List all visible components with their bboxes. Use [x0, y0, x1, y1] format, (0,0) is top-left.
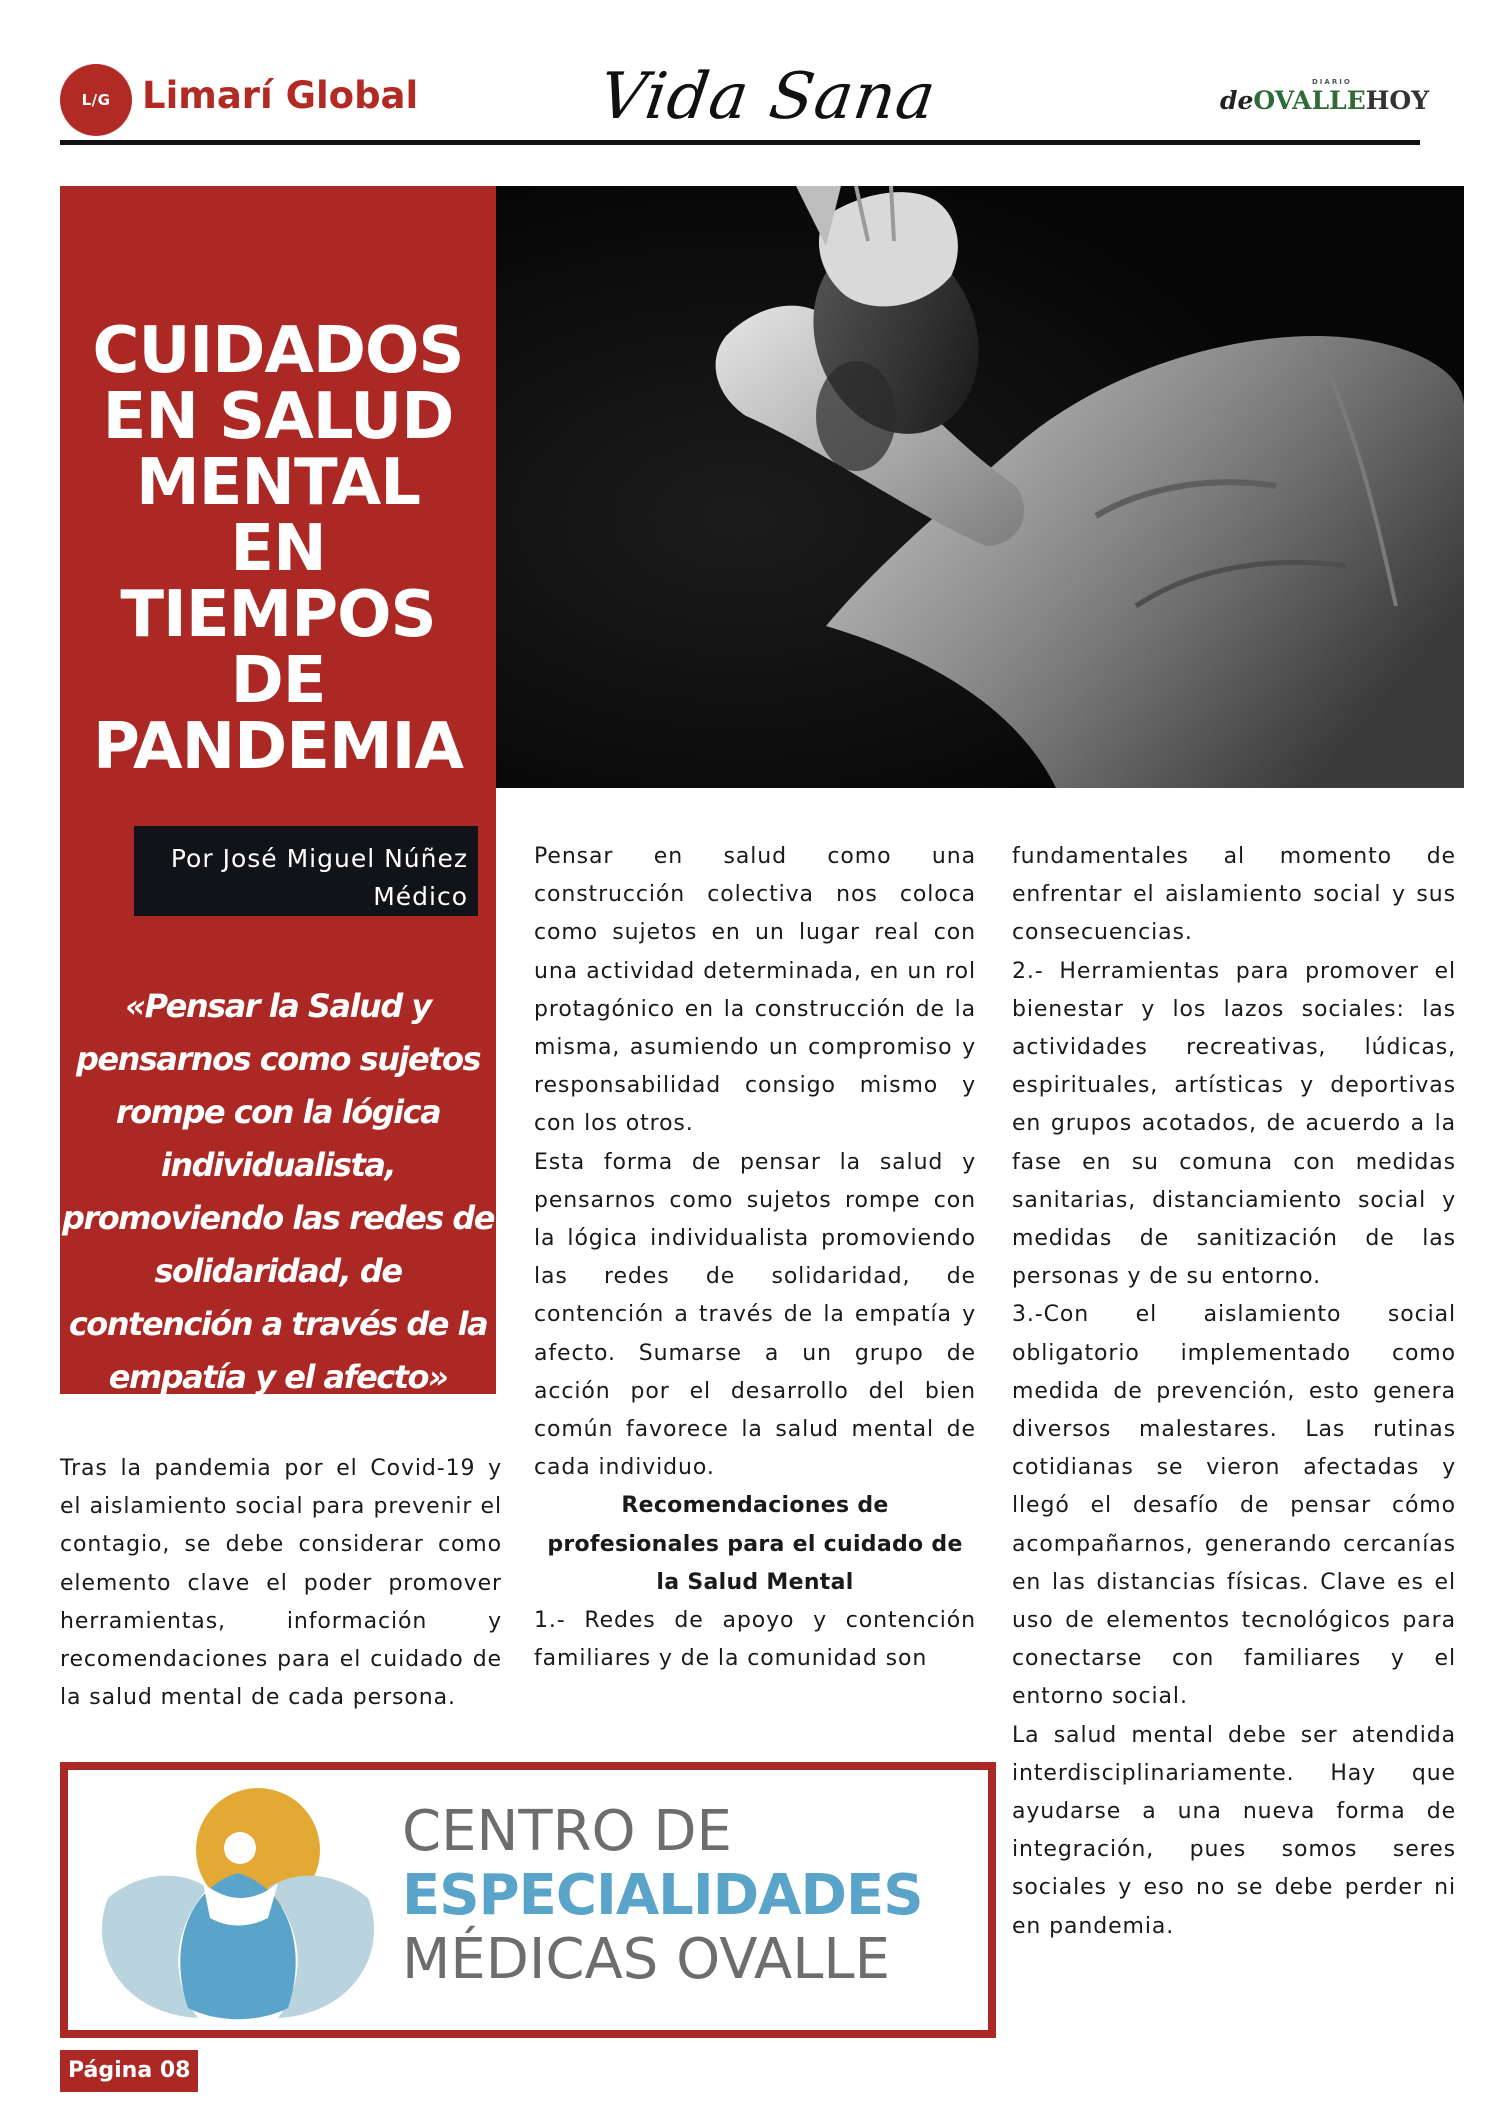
- brand-name: Limarí Global: [142, 74, 419, 117]
- ad-line: CENTRO DE: [402, 1799, 732, 1864]
- article-paragraph: fundamentales al momento de enfrentar el aislamiento social y sus consecuencias.: [1012, 844, 1456, 946]
- headline-line: MENTAL: [136, 446, 420, 520]
- headline-line: TIEMPOS: [120, 578, 436, 652]
- article-paragraph: Esta forma de pensar la salud y pensarnos como sujetos rompe con la lógica individualista promoviendo las redes de solidaridad, de contención a través de la empatía y afecto. Sumarse a un grupo de acción por el desarrollo del bien común favorece la salud mental de cada individuo.: [534, 1149, 976, 1481]
- article-subhead: Recomendaciones de profesionales para el cuidado de la Salud Mental: [547, 1493, 963, 1595]
- clinic-name: [402, 1800, 923, 1992]
- article-paragraph: 3.-Con el aislamiento social obligatorio implementado como medida de prevención, esto genera diversos malestares. Las rutinas cotidianas se vieron afectadas y llegó el desafío de pensar cómo acompañarnos, generando cercanías en las distancias físicas. Clave es el uso de elementos tecnológicos para conectarse con familiares y el entorno social.: [1012, 1302, 1456, 1710]
- byline-author: Por José Miguel Núñez: [170, 844, 468, 873]
- partner-logo: [1220, 78, 1430, 115]
- article-paragraph: 2.- Herramientas para promover el bienestar y los lazos sociales: las actividades recreativas, lúdicas, espirituales, artísticas y deportivas en grupos acotados, de acuerdo a la fase en su comuna con medidas sanitarias, distanciamiento social y medidas de sanitización de las personas y de su entorno.: [1012, 958, 1456, 1290]
- article-column-3: [1012, 838, 1456, 1946]
- byline: [134, 826, 478, 916]
- pull-quote: «Pensar la Salud y pensarnos como sujetos rompe con la lógica individualista, promoviendo las redes de solidaridad, de contención a través de la empatía y el afecto»: [62, 987, 494, 1396]
- article-paragraph: La salud mental debe ser atendida interdisciplinariamente. Hay que ayudarse a una nueva forma de integración, pues somos seres sociales y eso no se debe perder ni en pandemia.: [1012, 1722, 1456, 1939]
- headline-line: EN: [230, 512, 326, 586]
- headline-line: DE: [230, 644, 326, 718]
- logo-initials: L/G: [81, 91, 111, 109]
- article-column-1: [60, 1450, 502, 1717]
- partner-logo-small: DIARIO: [1312, 78, 1352, 86]
- article-column-2: [534, 838, 976, 1678]
- page-number: Página 08: [60, 2050, 198, 2092]
- article-paragraph: Tras la pandemia por el Covid-19 y el aislamiento social para prevenir el contagio, se debe considerar como elemento clave el poder promover herramientas, información y recomendaciones para el cuidado de la salud mental de cada persona.: [60, 1456, 502, 1711]
- ad-line: ESPECIALIDADES: [402, 1863, 923, 1928]
- ad-line: MÉDICAS OVALLE: [402, 1927, 891, 1992]
- partner-logo-name: OVALLE: [1253, 86, 1366, 115]
- article-paragraph: 1.- Redes de apoyo y contención familiares y de la comunidad son: [534, 1608, 976, 1672]
- header-rule: [60, 140, 1420, 145]
- byline-role: Médico: [373, 882, 468, 911]
- article-paragraph: Pensar en salud como una construcción colectiva nos coloca como sujetos en un lugar real con una actividad determinada, en un rol protagónico en la construcción de la misma, asumiendo un compromiso y responsabilidad consigo mismo y con los otros.: [534, 844, 976, 1137]
- brand-logo: [60, 64, 132, 136]
- article-headline: [60, 314, 496, 784]
- partner-logo-suffix: HOY: [1365, 86, 1430, 115]
- section-title: Vida Sana: [594, 60, 941, 134]
- headline-line: PANDEMIA: [93, 710, 463, 784]
- clinic-logo-icon: [78, 1778, 378, 2026]
- headline-line: EN SALUD: [102, 380, 454, 454]
- distressed-man-illustration: [496, 186, 1464, 788]
- headline-line: CUIDADOS: [92, 314, 464, 388]
- partner-logo-prefix: de: [1220, 86, 1254, 115]
- article-photo: [496, 186, 1464, 788]
